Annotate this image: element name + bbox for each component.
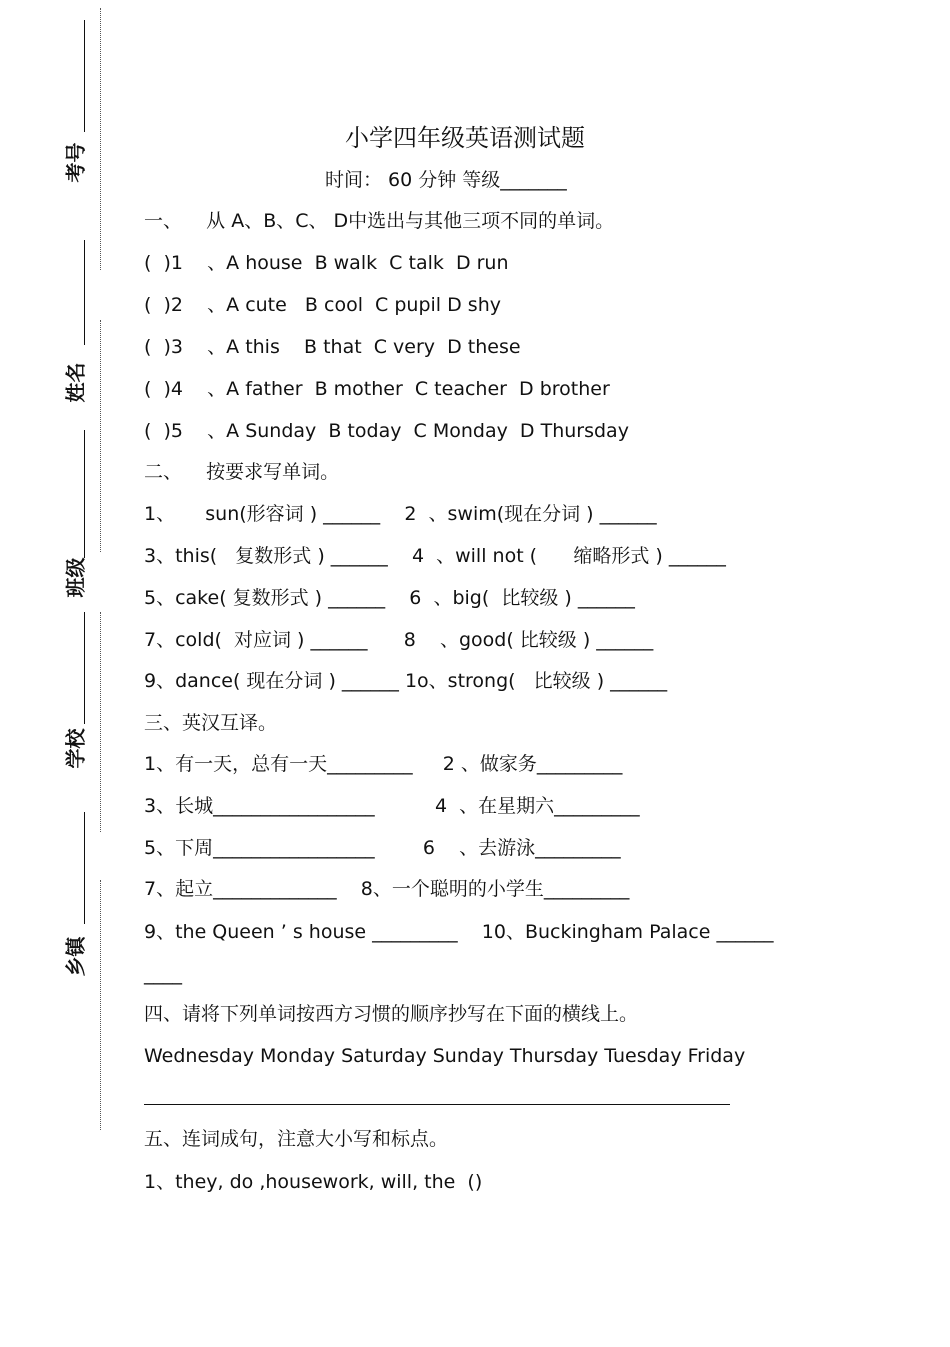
question-item: 1、 sun(形容词 ) ______ 2 、swim(现在分词 ) ______ (144, 503, 657, 525)
binding-margin (0, 0, 110, 1347)
question-item: ( )5 、A Sunday B today C Monday D Thursday (144, 420, 629, 442)
question-item: 1、they, do ,housework, will, the () (144, 1171, 483, 1193)
town-blank (84, 812, 85, 924)
dotted-cut-line (100, 8, 101, 270)
question-item: 1、有一天，总有一天_________ 2 、做家务_________ (144, 753, 623, 775)
answer-blank-line (144, 1104, 730, 1105)
exam-no-blank (84, 20, 85, 132)
question-item: 9、the Queen ’ s house _________ 10、Buckingham Palace ______ (144, 921, 774, 943)
name-label: 姓名 (63, 362, 88, 403)
question-item: 7、起立_____________ 8、一个聪明的小学生_________ (144, 878, 630, 900)
section3-heading: 三、英汉互译。 (144, 712, 278, 734)
dotted-cut-line (100, 880, 101, 1130)
question-item: 5、cake( 复数形式 ) ______ 6 、big( 比较级 ) ______ (144, 587, 635, 609)
school-blank (84, 612, 85, 724)
exam-no-label: 考号 (63, 142, 88, 183)
section2-heading: 二、 按要求写单词。 (144, 461, 340, 483)
section1-heading: 一、 从 A、B、C、 D中选出与其他三项不同的单词。 (144, 210, 615, 232)
question-item: 5、下周_________________ 6 、去游泳_________ (144, 837, 621, 859)
school-label: 学校 (63, 728, 88, 769)
question-item-continued: ____ (144, 963, 182, 985)
dotted-cut-line (100, 612, 101, 832)
class-label: 班级 (63, 557, 88, 598)
time-and-grade: 时间： 60 分钟 等级_______ (325, 169, 567, 191)
section5-heading: 五、连词成句，注意大小写和标点。 (144, 1128, 449, 1150)
question-item: ( )2 、A cute B cool C pupil D shy (144, 294, 501, 316)
town-label: 乡镇 (63, 936, 88, 977)
question-item: 3、this( 复数形式 ) ______ 4 、will not ( 缩略形式 ) ______ (144, 545, 726, 567)
question-item: ( )1 、A house B walk C talk D run (144, 252, 509, 274)
question-item: 3、长城_________________ 4 、在星期六_________ (144, 795, 640, 817)
weekday-words: Wednesday Monday Saturday Sunday Thursday Tuesday Friday (144, 1045, 746, 1067)
page-title: 小学四年级英语测试题 (345, 124, 585, 152)
question-item: ( )3 、A this B that C very D these (144, 336, 521, 358)
name-blank (84, 240, 85, 345)
dotted-cut-line (100, 320, 101, 552)
question-item: 9、dance( 现在分词 ) ______ 1o、strong( 比较级 ) ______ (144, 670, 668, 692)
question-item: ( )4 、A father B mother C teacher D brother (144, 378, 610, 400)
class-blank (84, 430, 85, 558)
section4-heading: 四、请将下列单词按西方习惯的顺序抄写在下面的横线上。 (144, 1003, 639, 1025)
question-item: 7、cold( 对应词 ) ______ 8 、good( 比较级 ) ______ (144, 629, 654, 651)
